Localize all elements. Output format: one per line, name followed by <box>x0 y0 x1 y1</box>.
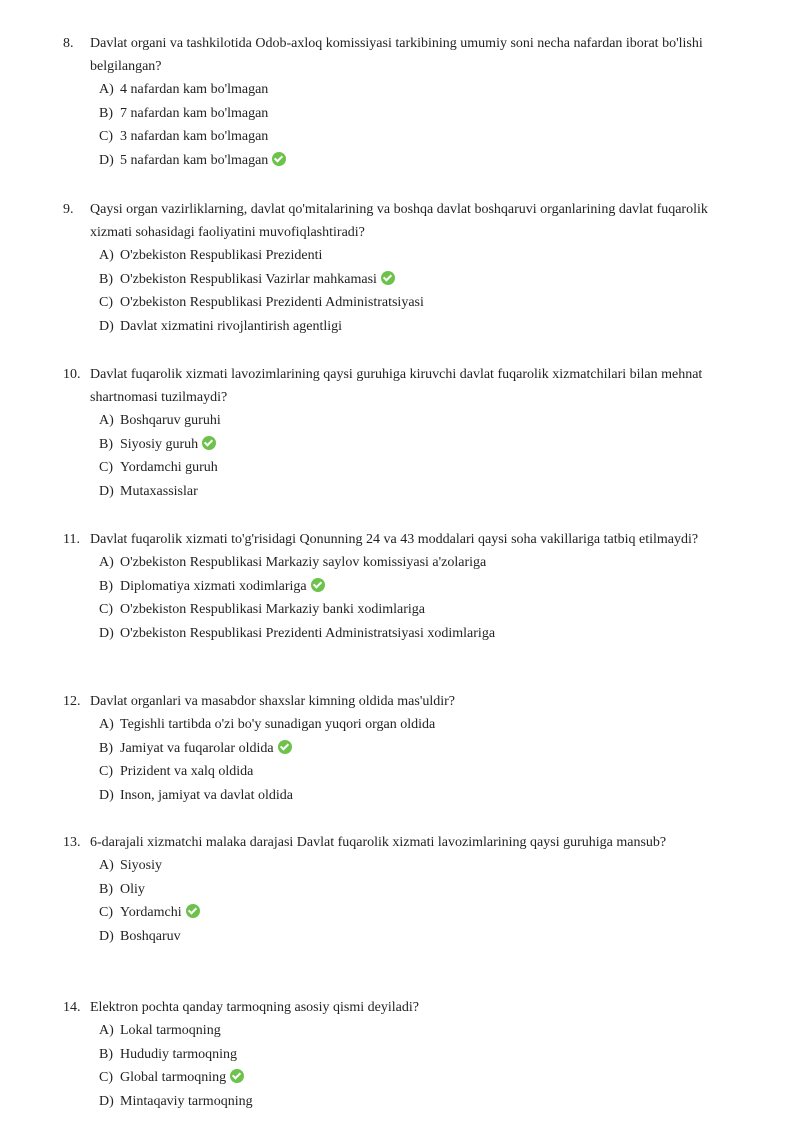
option-text: Siyosiy <box>120 858 163 873</box>
option-text: Mintaqaviy tarmoqning <box>120 1093 253 1109</box>
correct-check-icon <box>272 152 286 166</box>
option-a <box>90 551 730 575</box>
correct-check-icon <box>202 436 216 450</box>
option-text: O'zbekiston Respublikasi Prezidenti Administratsiyasi xodimlariga <box>120 625 496 641</box>
option-letter: B) <box>99 881 113 897</box>
option-a <box>90 409 730 433</box>
question-text: Qaysi organ vazirliklarning, davlat qo'mitalarining va boshqa davlat boshqaruvi organlarining davlat fuqarolik xizmati sohasidagi faoliyatini muvofiqlashtiradi? <box>90 202 708 240</box>
option-text: Prizident va xalq oldida <box>120 764 254 779</box>
option-text: O'zbekiston Respublikasi Markaziy saylov komissiyasi a'zolariga <box>120 555 487 570</box>
option-letter: B) <box>99 436 113 452</box>
question-14 <box>63 996 730 1113</box>
question-text: Davlat fuqarolik xizmati to'g'risidagi Qonunning 24 va 43 moddalari qaysi soha vakillariga tatbiq etilmaydi? <box>90 532 699 547</box>
option-text: 3 nafardan kam bo'lmagan <box>120 129 269 144</box>
question-text: 6-darajali xizmatchi malaka darajasi Davlat fuqarolik xizmati lavozimlarining qaysi guruhiga mansub? <box>90 835 667 850</box>
option-text: Mutaxassislar <box>120 483 198 499</box>
option-letter: C) <box>99 764 113 779</box>
option-letter: B) <box>99 271 113 287</box>
option-letter: D) <box>99 152 114 168</box>
option-b <box>90 433 730 457</box>
question-number: 8. <box>63 36 74 51</box>
option-text: Hududiy tarmoqning <box>120 1046 238 1062</box>
option-d <box>90 622 730 646</box>
option-d <box>90 1090 730 1114</box>
option-letter: A) <box>99 555 114 570</box>
option-c <box>90 291 730 315</box>
option-b <box>90 575 730 599</box>
option-letter: B) <box>99 740 113 756</box>
option-c <box>90 1066 730 1090</box>
option-b <box>90 102 730 126</box>
question-text: Davlat fuqarolik xizmati lavozimlarining qaysi guruhiga kiruvchi davlat fuqarolik xizmatchilari bilan mehnat shartnomasi tuzilmaydi? <box>90 367 703 405</box>
option-text: O'zbekiston Respublikasi Prezidenti <box>120 248 323 263</box>
correct-check-icon <box>381 271 395 285</box>
option-letter: C) <box>99 1070 113 1085</box>
correct-check-icon <box>311 578 325 592</box>
option-text: 7 nafardan kam bo'lmagan <box>120 105 269 121</box>
option-b <box>90 878 730 902</box>
option-letter: A) <box>99 858 114 873</box>
option-letter: A) <box>99 1023 114 1038</box>
option-text: Diplomatiya xizmati xodimlariga <box>120 578 307 594</box>
option-text: Siyosiy guruh <box>120 436 199 452</box>
option-letter: D) <box>99 787 114 803</box>
option-d <box>90 315 730 339</box>
option-text: Boshqaruv guruhi <box>120 413 221 428</box>
option-text: O'zbekiston Respublikasi Prezidenti Administratsiyasi <box>120 295 424 310</box>
question-text: Davlat organlari va masabdor shaxslar kimning oldida mas'uldir? <box>90 694 456 709</box>
option-text: Global tarmoqning <box>120 1070 227 1085</box>
option-a <box>90 1019 730 1043</box>
option-c <box>90 125 730 149</box>
option-text: Tegishli tartibda o'zi bo'y sunadigan yuqori organ oldida <box>120 717 436 732</box>
question-12 <box>63 690 730 807</box>
option-c <box>90 901 730 925</box>
option-b <box>90 1043 730 1067</box>
option-c <box>90 598 730 622</box>
option-text: Inson, jamiyat va davlat oldida <box>120 787 294 803</box>
option-d <box>90 149 730 173</box>
option-text: Yordamchi <box>120 905 182 920</box>
question-8 <box>63 32 730 172</box>
option-text: 5 nafardan kam bo'lmagan <box>120 152 269 168</box>
question-9 <box>63 198 730 338</box>
option-text: Yordamchi guruh <box>120 460 218 475</box>
option-text: Lokal tarmoqning <box>120 1023 221 1038</box>
option-letter: C) <box>99 295 113 310</box>
question-number: 13. <box>63 835 81 850</box>
option-a <box>90 713 730 737</box>
option-letter: D) <box>99 1093 114 1109</box>
option-a <box>90 854 730 878</box>
question-number: 11. <box>63 532 80 547</box>
option-letter: B) <box>99 578 113 594</box>
option-text: Boshqaruv <box>120 928 181 944</box>
option-letter: C) <box>99 460 113 475</box>
option-letter: A) <box>99 413 114 428</box>
option-a <box>90 244 730 268</box>
correct-check-icon <box>278 740 292 754</box>
option-text: Davlat xizmatini rivojlantirish agentligi <box>120 318 343 334</box>
option-text: O'zbekiston Respublikasi Vazirlar mahkamasi <box>120 271 377 287</box>
question-text: Davlat organi va tashkilotida Odob-axloq komissiyasi tarkibining umumiy soni necha nafardan iborat bo'lishi belgilangan? <box>90 36 703 74</box>
option-d <box>90 784 730 808</box>
option-letter: D) <box>99 318 114 334</box>
option-text: Oliy <box>120 881 145 897</box>
option-letter: C) <box>99 602 113 617</box>
option-c <box>90 760 730 784</box>
option-a <box>90 78 730 102</box>
option-letter: D) <box>99 928 114 944</box>
option-letter: A) <box>99 248 114 263</box>
option-text: O'zbekiston Respublikasi Markaziy banki xodimlariga <box>120 602 426 617</box>
option-b <box>90 268 730 292</box>
option-letter: A) <box>99 717 114 732</box>
option-d <box>90 925 730 949</box>
question-11 <box>63 528 730 645</box>
question-number: 9. <box>63 202 74 217</box>
question-number: 12. <box>63 694 81 709</box>
option-d <box>90 480 730 504</box>
option-b <box>90 737 730 761</box>
correct-check-icon <box>230 1069 244 1083</box>
correct-check-icon <box>186 904 200 918</box>
option-letter: B) <box>99 105 113 121</box>
option-letter: C) <box>99 129 113 144</box>
question-text: Elektron pochta qanday tarmoqning asosiy qismi deyiladi? <box>90 1000 419 1015</box>
option-letter: B) <box>99 1046 113 1062</box>
option-letter: A) <box>99 82 114 97</box>
option-letter: D) <box>99 625 114 641</box>
option-letter: C) <box>99 905 113 920</box>
option-letter: D) <box>99 483 114 499</box>
question-number: 10. <box>63 367 81 382</box>
option-c <box>90 456 730 480</box>
option-text: Jamiyat va fuqarolar oldida <box>120 740 274 756</box>
question-number: 14. <box>63 1000 81 1015</box>
option-text: 4 nafardan kam bo'lmagan <box>120 82 269 97</box>
question-13 <box>63 831 730 948</box>
question-10 <box>63 363 730 503</box>
